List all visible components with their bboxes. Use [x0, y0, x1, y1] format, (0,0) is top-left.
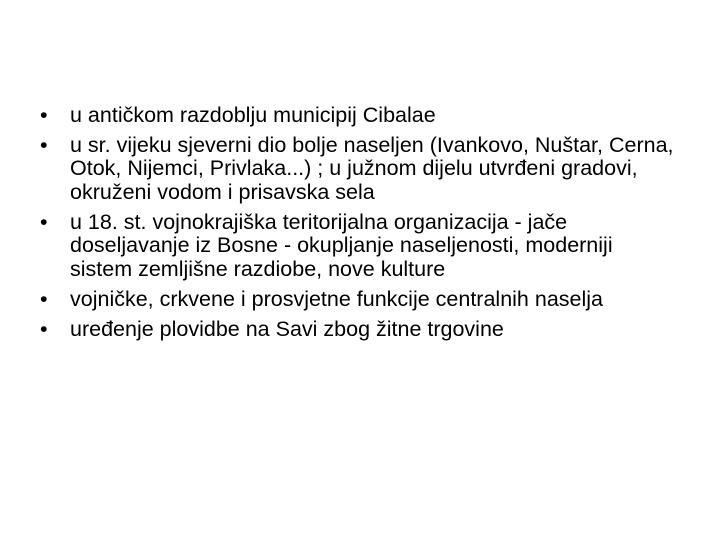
bullet-list: [40, 104, 680, 347]
bullet-icon: •: [40, 286, 48, 311]
bullet-text: u sr. vijeku sjeverni dio bolje naseljen (Ivankovo, Nuštar, Cerna, Otok, Nijemci, Privlaka...) ; u južnom dijelu utvrđeni gradovi, okruženi vodom i prisavska sela: [70, 132, 674, 204]
bullet-item: [40, 211, 680, 282]
bullet-icon: •: [40, 103, 48, 127]
bullet-item: [40, 134, 680, 205]
bullet-item: [40, 104, 680, 128]
bullet-item: [40, 288, 680, 312]
bullet-text: uređenje plovidbe na Savi zbog žitne trgovine: [70, 316, 504, 341]
bullet-icon: •: [40, 316, 48, 341]
bullet-item: [40, 318, 680, 342]
bullet-icon: •: [40, 209, 48, 234]
bullet-icon: •: [40, 132, 48, 157]
bullet-text: u antičkom razdoblju municipij Cibalae: [70, 103, 436, 127]
bullet-text: vojničke, crkvene i prosvjetne funkcije centralnih naselja: [70, 286, 603, 311]
bullet-text: u 18. st. vojnokrajiška teritorijalna organizacija - jače doseljavanje iz Bosne - okupljanje naseljenosti, moderniji sistem zemljišne razdiobe, nove kulture: [70, 209, 613, 281]
